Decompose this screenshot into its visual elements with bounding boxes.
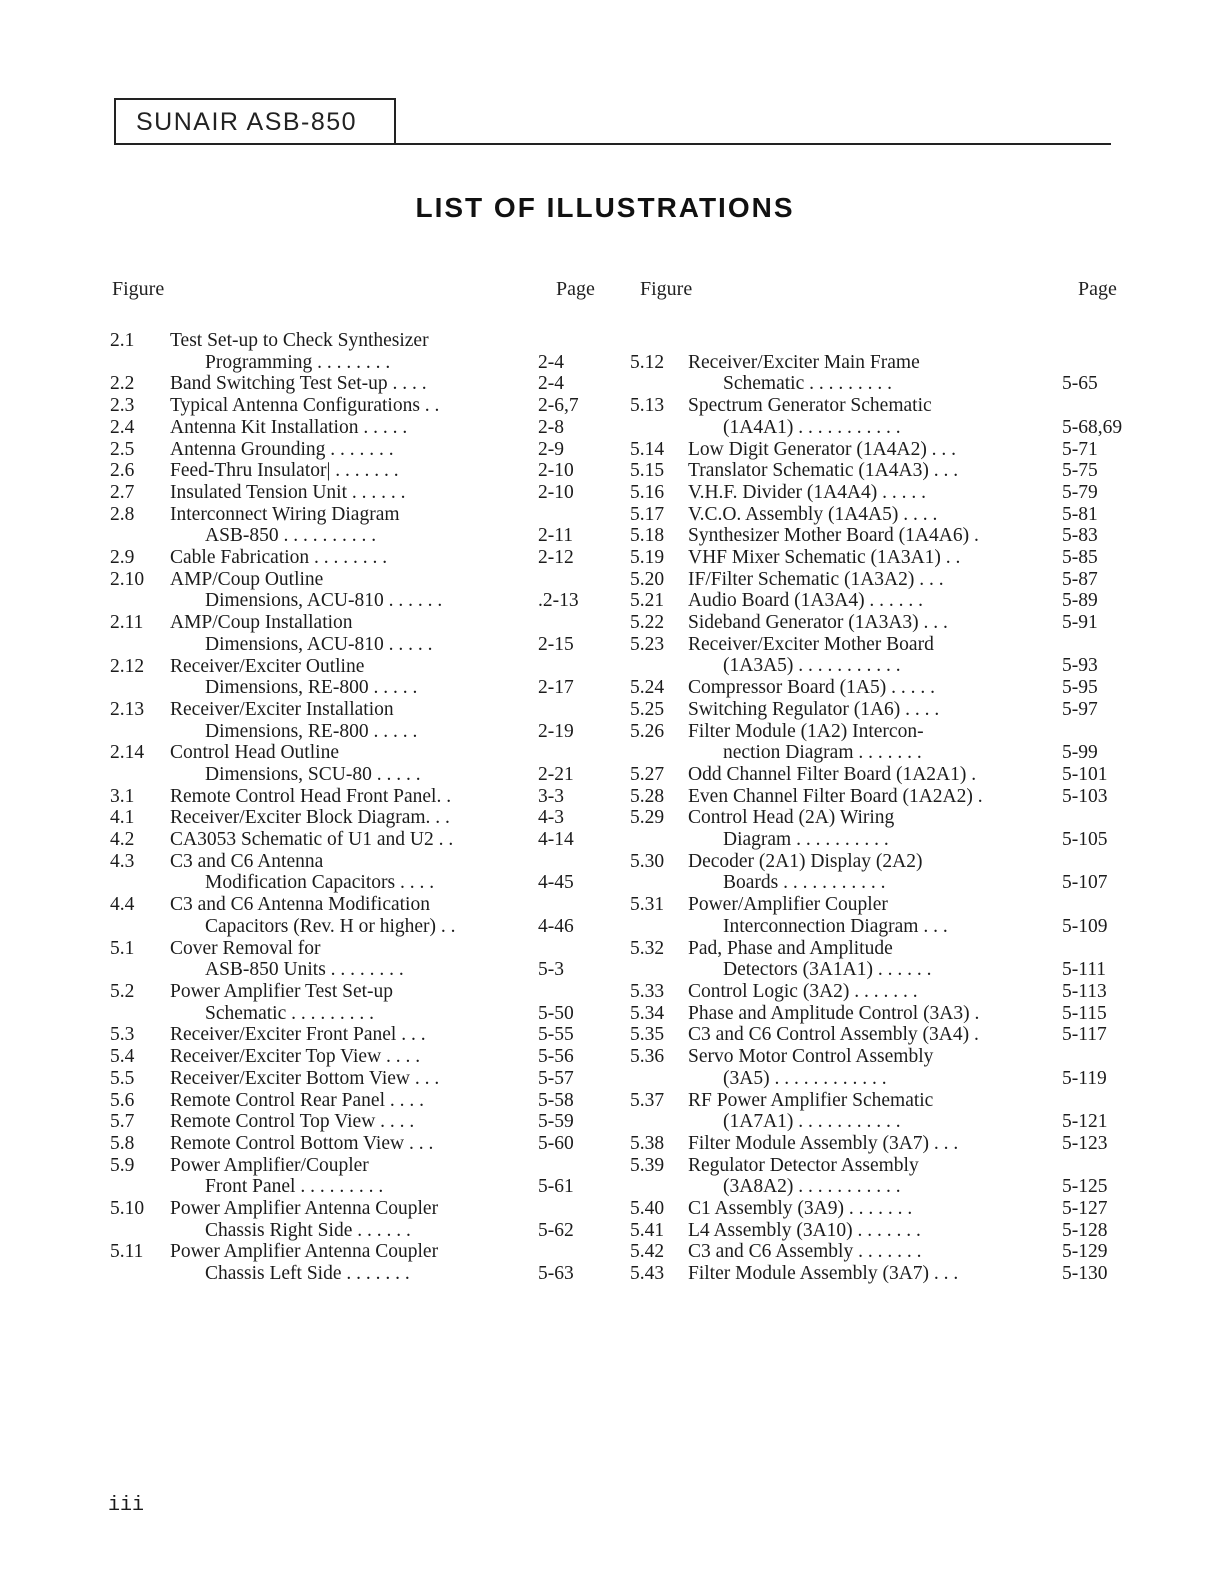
page-ref: 5-103 bbox=[1062, 785, 1108, 807]
list-item bbox=[630, 439, 1142, 461]
figure-caption-line: Capacitors (Rev. H or higher) . . bbox=[205, 915, 456, 937]
figure-number: 5.13 bbox=[630, 395, 665, 417]
figure-number: 5.9 bbox=[110, 1154, 135, 1176]
figure-caption-line: Modification Capacitors . . . . bbox=[205, 872, 435, 894]
list-item bbox=[630, 1155, 1142, 1198]
figure-caption-line: Spectrum Generator Schematic bbox=[688, 395, 932, 417]
figure-caption-line: Feed-Thru Insulator| . . . . . . . bbox=[170, 460, 399, 482]
figure-caption-line: Compressor Board (1A5) . . . . . bbox=[688, 677, 935, 699]
figure-number: 5.26 bbox=[630, 720, 665, 742]
page-ref: 2-10 bbox=[538, 481, 574, 503]
list-item bbox=[630, 590, 1142, 612]
figure-number: 5.37 bbox=[630, 1089, 665, 1111]
figure-number: 4.2 bbox=[110, 829, 135, 851]
figure-number: 5.4 bbox=[110, 1046, 135, 1068]
figure-caption-line: Remote Control Head Front Panel. . bbox=[170, 785, 452, 807]
figure-caption-line: Chassis Right Side . . . . . . bbox=[205, 1219, 411, 1241]
page-ref: 5-127 bbox=[1062, 1198, 1108, 1219]
figure-caption-line: Servo Motor Control Assembly bbox=[688, 1046, 934, 1068]
list-item bbox=[110, 1111, 618, 1133]
page-ref: 5-128 bbox=[1062, 1219, 1108, 1241]
page-ref: 5-50 bbox=[538, 1002, 574, 1024]
page-ref: 2-11 bbox=[538, 525, 574, 547]
figure-caption-line: Even Channel Filter Board (1A2A2) . bbox=[688, 785, 983, 807]
list-item bbox=[630, 807, 1142, 850]
page-ref: 5-83 bbox=[1062, 525, 1098, 547]
figure-caption-line: C3 and C6 Control Assembly (3A4) . bbox=[688, 1024, 979, 1046]
figure-number: 2.2 bbox=[110, 373, 135, 395]
figure-number: 5.42 bbox=[630, 1241, 665, 1263]
figure-caption-line: Chassis Left Side . . . . . . . bbox=[205, 1263, 410, 1285]
figure-caption-line: Antenna Kit Installation . . . . . bbox=[170, 416, 408, 438]
list-item bbox=[110, 1155, 618, 1198]
list-item bbox=[630, 1024, 1142, 1046]
figure-caption-line: AMP/Coup Outline bbox=[170, 568, 324, 590]
list-item bbox=[630, 547, 1142, 569]
figure-caption-line: Power Amplifier/Coupler bbox=[170, 1154, 369, 1176]
page-ref: 5-55 bbox=[538, 1024, 574, 1046]
page-ref: 2-21 bbox=[538, 763, 574, 785]
figure-caption-line: Interconnection Diagram . . . bbox=[723, 915, 948, 937]
figure-number: 5.12 bbox=[630, 351, 665, 373]
figure-caption-line: Receiver/Exciter Block Diagram. . . bbox=[170, 807, 450, 829]
header-brand: SUNAIR ASB-850 bbox=[136, 107, 358, 136]
figure-caption-line: Receiver/Exciter Outline bbox=[170, 655, 365, 677]
figure-number: 5.34 bbox=[630, 1002, 665, 1024]
list-item bbox=[630, 938, 1142, 981]
figure-number: 5.17 bbox=[630, 503, 665, 525]
figure-caption-line: Control Logic (3A2) . . . . . . . bbox=[688, 981, 918, 1002]
page-ref: 4-45 bbox=[538, 872, 574, 894]
figure-number: 5.16 bbox=[630, 481, 665, 503]
page-ref: 5-65 bbox=[1062, 373, 1098, 395]
page-ref: 5-61 bbox=[538, 1176, 574, 1198]
figure-number: 5.10 bbox=[110, 1198, 145, 1219]
figure-caption-line: (3A5) . . . . . . . . . . . . bbox=[723, 1067, 887, 1089]
page-ref: 5-63 bbox=[538, 1263, 574, 1285]
figure-caption-line: Dimensions, ACU-810 . . . . . . bbox=[205, 590, 443, 612]
figure-number: 4.1 bbox=[110, 807, 135, 829]
list-item bbox=[630, 395, 1142, 438]
page-ref: 5-97 bbox=[1062, 698, 1098, 720]
figure-caption-line: Filter Module Assembly (3A7) . . . bbox=[688, 1132, 959, 1154]
list-item bbox=[110, 1046, 618, 1068]
figure-number: 5.5 bbox=[110, 1067, 135, 1089]
figure-number: 2.9 bbox=[110, 547, 135, 568]
list-item bbox=[630, 612, 1142, 634]
figure-number: 2.13 bbox=[110, 698, 145, 720]
page-ref: 2-10 bbox=[538, 460, 574, 482]
figure-caption-line: Receiver/Exciter Front Panel . . . bbox=[170, 1024, 426, 1046]
figure-number: 3.1 bbox=[110, 785, 135, 807]
list-item bbox=[110, 742, 618, 785]
figure-number: 5.8 bbox=[110, 1132, 135, 1154]
page-ref: 4-14 bbox=[538, 829, 574, 851]
list-item bbox=[630, 1090, 1142, 1133]
figure-caption-line: Power Amplifier Antenna Coupler bbox=[170, 1241, 439, 1263]
figure-number: 5.11 bbox=[110, 1241, 144, 1263]
list-item bbox=[630, 1220, 1142, 1242]
page-ref: 5-99 bbox=[1062, 742, 1098, 764]
figure-caption-line: Translator Schematic (1A4A3) . . . bbox=[688, 460, 959, 482]
figure-caption-line: Phase and Amplitude Control (3A3) . bbox=[688, 1002, 980, 1024]
figure-number: 5.23 bbox=[630, 633, 665, 655]
list-item bbox=[630, 721, 1142, 764]
figure-caption-line: L4 Assembly (3A10) . . . . . . . bbox=[688, 1219, 921, 1241]
page-ref: 5-129 bbox=[1062, 1241, 1108, 1263]
figure-caption-line: Switching Regulator (1A6) . . . . bbox=[688, 698, 940, 720]
list-item bbox=[110, 1024, 618, 1046]
list-item bbox=[110, 417, 618, 439]
figure-caption-line: Dimensions, SCU-80 . . . . . bbox=[205, 763, 421, 785]
page-ref: 5-93 bbox=[1062, 655, 1098, 677]
page-ref: 5-117 bbox=[1062, 1024, 1107, 1046]
left-page-label: Page bbox=[556, 278, 595, 300]
figure-number: 5.7 bbox=[110, 1111, 135, 1133]
figure-number: 2.1 bbox=[110, 330, 135, 351]
page-ref: 5-60 bbox=[538, 1132, 574, 1154]
figure-caption-line: Remote Control Bottom View . . . bbox=[170, 1132, 434, 1154]
figure-number: 5.38 bbox=[630, 1132, 665, 1154]
figure-number: 5.36 bbox=[630, 1046, 665, 1068]
figure-caption-line: Decoder (2A1) Display (2A2) bbox=[688, 850, 923, 872]
list-item bbox=[110, 612, 618, 655]
figure-number: 2.5 bbox=[110, 438, 135, 460]
list-item bbox=[110, 1090, 618, 1112]
figure-number: 4.3 bbox=[110, 850, 135, 872]
list-item bbox=[110, 439, 618, 461]
list-item bbox=[110, 851, 618, 894]
list-item bbox=[630, 1046, 1142, 1089]
figure-number: 5.35 bbox=[630, 1024, 665, 1046]
figure-caption-line: Dimensions, RE-800 . . . . . bbox=[205, 720, 418, 742]
page-number: iii bbox=[108, 1494, 145, 1517]
list-item bbox=[630, 699, 1142, 721]
figure-caption-line: Receiver/Exciter Main Frame bbox=[688, 351, 920, 373]
page-title: LIST OF ILLUSTRATIONS bbox=[415, 192, 795, 223]
figure-number: 5.6 bbox=[110, 1089, 135, 1111]
figure-caption-line: C3 and C6 Antenna bbox=[170, 850, 324, 872]
figure-caption-line: Front Panel . . . . . . . . . bbox=[205, 1176, 384, 1198]
list-item bbox=[110, 1068, 618, 1090]
right-figure-label: Figure bbox=[640, 278, 693, 300]
figure-caption-line: CA3053 Schematic of U1 and U2 . . bbox=[170, 829, 454, 851]
list-item bbox=[630, 1003, 1142, 1025]
figure-caption-line: Boards . . . . . . . . . . . bbox=[723, 872, 886, 894]
figure-caption-line: Insulated Tension Unit . . . . . . bbox=[170, 481, 406, 503]
page-ref: 5-105 bbox=[1062, 829, 1108, 851]
page-ref: 5-58 bbox=[538, 1089, 574, 1111]
list-item bbox=[630, 1198, 1142, 1220]
list-item bbox=[110, 656, 618, 699]
figure-number: 2.14 bbox=[110, 742, 145, 764]
figure-caption-line: Synthesizer Mother Board (1A4A6) . bbox=[688, 525, 979, 547]
figure-number: 5.41 bbox=[630, 1219, 665, 1241]
figure-caption-line: Remote Control Rear Panel . . . . bbox=[170, 1089, 424, 1111]
list-item bbox=[110, 547, 618, 569]
figure-number: 5.3 bbox=[110, 1024, 135, 1046]
figure-number: 5.1 bbox=[110, 937, 135, 959]
page-ref: 5-123 bbox=[1062, 1132, 1108, 1154]
list-item bbox=[630, 894, 1142, 937]
list-item bbox=[110, 1133, 618, 1155]
figure-caption-line: Detectors (3A1A1) . . . . . . bbox=[723, 959, 932, 981]
page-ref: 2-19 bbox=[538, 720, 574, 742]
figure-caption-line: Remote Control Top View . . . . bbox=[170, 1111, 415, 1133]
page-ref: 5-68,69 bbox=[1062, 416, 1123, 438]
figure-caption-line: Cable Fabrication . . . . . . . . bbox=[170, 547, 388, 568]
page-ref: 5-59 bbox=[538, 1111, 574, 1133]
figure-number: 5.39 bbox=[630, 1154, 665, 1176]
figure-caption-line: Filter Module Assembly (3A7) . . . bbox=[688, 1263, 959, 1285]
figure-caption-line: Receiver/Exciter Top View . . . . bbox=[170, 1046, 421, 1068]
page-ref: 5-81 bbox=[1062, 503, 1098, 525]
page-ref: 5-130 bbox=[1062, 1263, 1108, 1285]
left-figure-label: Figure bbox=[112, 278, 165, 300]
page-ref: 2-8 bbox=[538, 416, 564, 438]
figure-number: 2.11 bbox=[110, 612, 144, 634]
figure-number: 2.3 bbox=[110, 395, 135, 417]
list-item bbox=[630, 460, 1142, 482]
list-item bbox=[110, 330, 618, 373]
figure-caption-line: Power Amplifier Test Set-up bbox=[170, 981, 394, 1002]
page-ref: 2-17 bbox=[538, 677, 574, 699]
figure-number: 5.20 bbox=[630, 568, 665, 590]
page-ref: 5-125 bbox=[1062, 1176, 1108, 1198]
figure-number: 5.33 bbox=[630, 981, 665, 1002]
figure-number: 5.22 bbox=[630, 612, 665, 634]
list-item bbox=[110, 894, 618, 937]
page-ref: 2-15 bbox=[538, 633, 574, 655]
list-item bbox=[110, 807, 618, 829]
list-item bbox=[630, 1263, 1142, 1285]
page-ref: 2-6,7 bbox=[538, 395, 579, 417]
figure-number: 5.40 bbox=[630, 1198, 665, 1219]
page-ref: 5-109 bbox=[1062, 915, 1108, 937]
page-ref: 5-79 bbox=[1062, 481, 1098, 503]
list-item bbox=[110, 938, 618, 981]
list-item bbox=[630, 569, 1142, 591]
figure-number: 5.31 bbox=[630, 894, 665, 916]
figure-caption-line: (3A8A2) . . . . . . . . . . . bbox=[723, 1176, 901, 1198]
page-ref: 5-115 bbox=[1062, 1002, 1107, 1024]
page-ref: 5-111 bbox=[1062, 959, 1107, 981]
list-item bbox=[110, 482, 618, 504]
figure-caption-line: C3 and C6 Antenna Modification bbox=[170, 894, 430, 916]
figure-caption-line: Low Digit Generator (1A4A2) . . . bbox=[688, 438, 957, 460]
figure-number: 5.43 bbox=[630, 1263, 665, 1285]
figure-number: 2.8 bbox=[110, 503, 135, 525]
figure-caption-line: Dimensions, ACU-810 . . . . . bbox=[205, 633, 433, 655]
list-item bbox=[630, 482, 1142, 504]
right-page-label: Page bbox=[1078, 278, 1117, 300]
page-ref: 5-62 bbox=[538, 1219, 574, 1241]
figure-number: 5.27 bbox=[630, 764, 665, 785]
page-ref: 5-95 bbox=[1062, 677, 1098, 699]
figure-number: 5.32 bbox=[630, 937, 665, 959]
figure-number: 5.19 bbox=[630, 547, 665, 568]
page-ref: 5-57 bbox=[538, 1067, 574, 1089]
figure-caption-line: Receiver/Exciter Mother Board bbox=[688, 633, 934, 655]
list-item bbox=[110, 373, 618, 395]
page-ref: 5-75 bbox=[1062, 460, 1098, 482]
page-ref: 5-119 bbox=[1062, 1067, 1107, 1089]
page-ref: 5-107 bbox=[1062, 872, 1108, 894]
figure-caption-line: Schematic . . . . . . . . . bbox=[205, 1002, 374, 1024]
figure-number: 5.18 bbox=[630, 525, 665, 547]
page-ref: 5-101 bbox=[1062, 764, 1108, 785]
figure-caption-line: Dimensions, RE-800 . . . . . bbox=[205, 677, 418, 699]
page-ref: 2-12 bbox=[538, 547, 574, 568]
page-ref: 3-3 bbox=[538, 785, 564, 807]
figure-number: 5.15 bbox=[630, 460, 665, 482]
list-item bbox=[630, 504, 1142, 526]
list-item bbox=[110, 504, 618, 547]
page-ref: .2-13 bbox=[538, 590, 579, 612]
list-item bbox=[110, 786, 618, 808]
figure-number: 5.24 bbox=[630, 677, 665, 699]
figure-number: 4.4 bbox=[110, 894, 135, 916]
figure-caption-line: Test Set-up to Check Synthesizer bbox=[170, 330, 429, 351]
figure-caption-line: Schematic . . . . . . . . . bbox=[723, 373, 892, 395]
figure-number: 2.6 bbox=[110, 460, 135, 482]
page-ref: 5-3 bbox=[538, 959, 564, 981]
figure-number: 2.7 bbox=[110, 481, 135, 503]
figure-caption-line: ASB-850 . . . . . . . . . . bbox=[205, 525, 377, 547]
list-item bbox=[630, 981, 1142, 1003]
list-item bbox=[110, 460, 618, 482]
figure-caption-line: RF Power Amplifier Schematic bbox=[688, 1089, 934, 1111]
figure-caption-line: (1A4A1) . . . . . . . . . . . bbox=[723, 416, 901, 438]
figure-number: 5.2 bbox=[110, 981, 135, 1002]
list-item bbox=[110, 829, 618, 851]
list-item bbox=[630, 786, 1142, 808]
figure-number: 5.30 bbox=[630, 850, 665, 872]
figure-caption-line: (1A3A5) . . . . . . . . . . . bbox=[723, 655, 901, 677]
header-rule bbox=[114, 143, 1111, 145]
page-ref: 5-91 bbox=[1062, 612, 1098, 634]
figure-caption-line: Sideband Generator (1A3A3) . . . bbox=[688, 612, 948, 634]
list-item bbox=[110, 1198, 618, 1241]
figure-caption-line: Regulator Detector Assembly bbox=[688, 1154, 919, 1176]
figure-caption-line: Power Amplifier Antenna Coupler bbox=[170, 1198, 439, 1219]
figure-caption-line: (1A7A1) . . . . . . . . . . . bbox=[723, 1111, 901, 1133]
figure-caption-line: Cover Removal for bbox=[170, 937, 321, 959]
list-item bbox=[110, 699, 618, 742]
page-ref: 5-71 bbox=[1062, 438, 1098, 460]
page-ref: 2-4 bbox=[538, 373, 564, 395]
figure-caption-line: Pad, Phase and Amplitude bbox=[688, 937, 893, 959]
figure-caption-line: IF/Filter Schematic (1A3A2) . . . bbox=[688, 568, 944, 590]
figure-caption-line: ASB-850 Units . . . . . . . . bbox=[205, 959, 404, 981]
figure-caption-line: VHF Mixer Schematic (1A3A1) . . bbox=[688, 547, 961, 568]
list-item bbox=[630, 677, 1142, 699]
page-ref: 5-113 bbox=[1062, 981, 1107, 1002]
list-item bbox=[630, 634, 1142, 677]
page-ref: 5-89 bbox=[1062, 590, 1098, 612]
figure-number: 5.28 bbox=[630, 785, 665, 807]
figure-caption-line: Receiver/Exciter Bottom View . . . bbox=[170, 1067, 440, 1089]
page-ref: 5-121 bbox=[1062, 1111, 1108, 1133]
figure-caption-line: Audio Board (1A3A4) . . . . . . bbox=[688, 590, 924, 612]
figure-caption-line: V.H.F. Divider (1A4A4) . . . . . bbox=[688, 481, 927, 503]
figure-caption-line: Diagram . . . . . . . . . . bbox=[723, 829, 889, 851]
figure-number: 2.10 bbox=[110, 568, 145, 590]
figure-caption-line: Odd Channel Filter Board (1A2A1) . bbox=[688, 764, 977, 785]
page-ref: 4-3 bbox=[538, 807, 564, 829]
figure-number: 5.14 bbox=[630, 438, 665, 460]
figure-number: 5.25 bbox=[630, 698, 665, 720]
figure-caption-line: nection Diagram . . . . . . . bbox=[723, 742, 922, 764]
page-ref: 5-87 bbox=[1062, 568, 1098, 590]
figure-caption-line: Filter Module (1A2) Intercon- bbox=[688, 720, 924, 742]
figure-caption-line: Interconnect Wiring Diagram bbox=[170, 503, 400, 525]
list-item bbox=[110, 1241, 618, 1284]
header-brand-box bbox=[114, 98, 396, 144]
page-ref: 4-46 bbox=[538, 915, 574, 937]
page-ref: 2-4 bbox=[538, 351, 564, 373]
figure-caption-line: Control Head Outline bbox=[170, 742, 339, 764]
list-item bbox=[630, 851, 1142, 894]
page-ref: 5-85 bbox=[1062, 547, 1098, 568]
figure-caption-line: Control Head (2A) Wiring bbox=[688, 807, 895, 829]
list-item bbox=[630, 1241, 1142, 1263]
list-item bbox=[630, 525, 1142, 547]
figure-caption-line: V.C.O. Assembly (1A4A5) . . . . bbox=[688, 503, 938, 525]
page-ref: 5-56 bbox=[538, 1046, 574, 1068]
figure-caption-line: Band Switching Test Set-up . . . . bbox=[170, 373, 427, 395]
figure-caption-line: Power/Amplifier Coupler bbox=[688, 894, 888, 916]
figure-caption-line: AMP/Coup Installation bbox=[170, 612, 353, 634]
list-item bbox=[630, 352, 1142, 395]
figure-caption-line: Typical Antenna Configurations . . bbox=[170, 395, 440, 417]
list-item bbox=[630, 1133, 1142, 1155]
page-ref: 2-9 bbox=[538, 438, 564, 460]
figure-caption-line: C3 and C6 Assembly . . . . . . . bbox=[688, 1241, 922, 1263]
figure-number: 5.29 bbox=[630, 807, 665, 829]
list-item bbox=[110, 981, 618, 1024]
figure-caption-line: Antenna Grounding . . . . . . . bbox=[170, 438, 394, 460]
list-item bbox=[110, 569, 618, 612]
figure-caption-line: Programming . . . . . . . . bbox=[205, 351, 391, 373]
figure-caption-line: Receiver/Exciter Installation bbox=[170, 698, 394, 720]
list-item bbox=[110, 395, 618, 417]
list-item bbox=[630, 764, 1142, 786]
figure-number: 5.21 bbox=[630, 590, 665, 612]
figure-caption-line: C1 Assembly (3A9) . . . . . . . bbox=[688, 1198, 913, 1219]
figure-number: 2.4 bbox=[110, 416, 135, 438]
figure-number: 2.12 bbox=[110, 655, 145, 677]
